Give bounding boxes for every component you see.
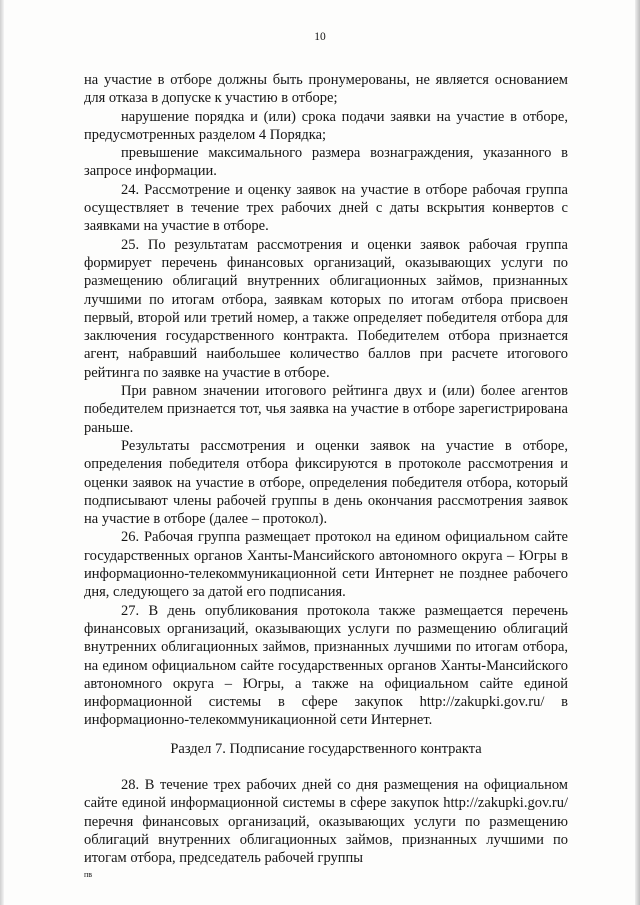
paragraph-item-24: 24. Рассмотрение и оценку заявок на участие в отборе рабочая группа осуществляет в течение трех рабочих дней с даты вскрытия конвертов с заявками на участие в отборе. xyxy=(84,181,568,235)
paragraph: нарушение порядка и (или) срока подачи заявки на участие в отборе, предусмотренных разделом 4 Порядка; xyxy=(84,108,568,143)
paragraph-item-28: 28. В течение трех рабочих дней со дня размещения на официальном сайте единой информационной системы в сфере закупок http://zakupki.gov.ru/ перечня финансовых организаций, оказывающих услуги по размещению облигаций внутренних облигационных займов, признанных лучшими по итогам отбора, председатель рабочей группы xyxy=(84,776,568,867)
page-number: 10 xyxy=(314,31,326,43)
section-heading: Раздел 7. Подписание государственного контракта xyxy=(170,740,482,757)
scan-edge-left xyxy=(0,0,4,905)
paragraph: При равном значении итогового рейтинга двух и (или) более агентов победителем признается тот, чья заявка на участие в отборе зарегистрирована раньше. xyxy=(84,383,568,436)
paragraph-continuation: на участие в отборе должны быть пронумерованы, не является основанием для отказа в допуске к участию в отборе; xyxy=(84,72,568,107)
paragraph-item-25: 25. По результатам рассмотрения и оценки заявок рабочая группа формирует перечень финансовых организаций, оказывающих услуги по размещению облигаций внутренних облигационных займов, признанных лучшими по итогам отбора, заявкам которых по итогам отбора присвоен первый, второй или третий номер, а также определяет победителя отбора для заключения государственного контракта. Победителем отбора признается агент, набравший наибольшее количество баллов при расчете итогового рейтинга по заявке на участие в отборе. xyxy=(84,236,568,381)
paragraph-item-27: 27. В день опубликования протокола также размещается перечень финансовых организаций, оказывающих услуги по размещению облигаций внутренних облигационных займов, признанных лучшими по итогам отбора, на едином официальном сайте государственных органов Ханты-Мансийского автономного округа – Югры, а также на официальном сайте единой информационной системы в сфере закупок http://zakupki.gov.ru/ в информационно-телекоммуникационной сети Интернет. xyxy=(84,602,568,729)
paragraph: превышение максимального размера вознаграждения, указанного в запросе информации. xyxy=(84,145,568,180)
scan-edge-right xyxy=(635,0,640,905)
paragraph: Результаты рассмотрения и оценки заявок на участие в отборе, определения победителя отбора фиксируются в протоколе рассмотрения и оценки заявок на участие в отборе, определения победителя отбора, который подписывают члены рабочей группы в день окончания рассмотрения заявок на участие в отборе (далее – протокол). xyxy=(84,437,568,528)
document-body xyxy=(84,71,568,867)
paragraph-item-26: 26. Рабочая группа размещает протокол на едином официальном сайте государственных органов Ханты-Мансийского автономного округа – Югры в информационно-телекоммуникационной сети Интернет не позднее рабочего дня, следующего за датой его подписания. xyxy=(84,529,568,601)
footer-code: пв xyxy=(84,870,93,879)
